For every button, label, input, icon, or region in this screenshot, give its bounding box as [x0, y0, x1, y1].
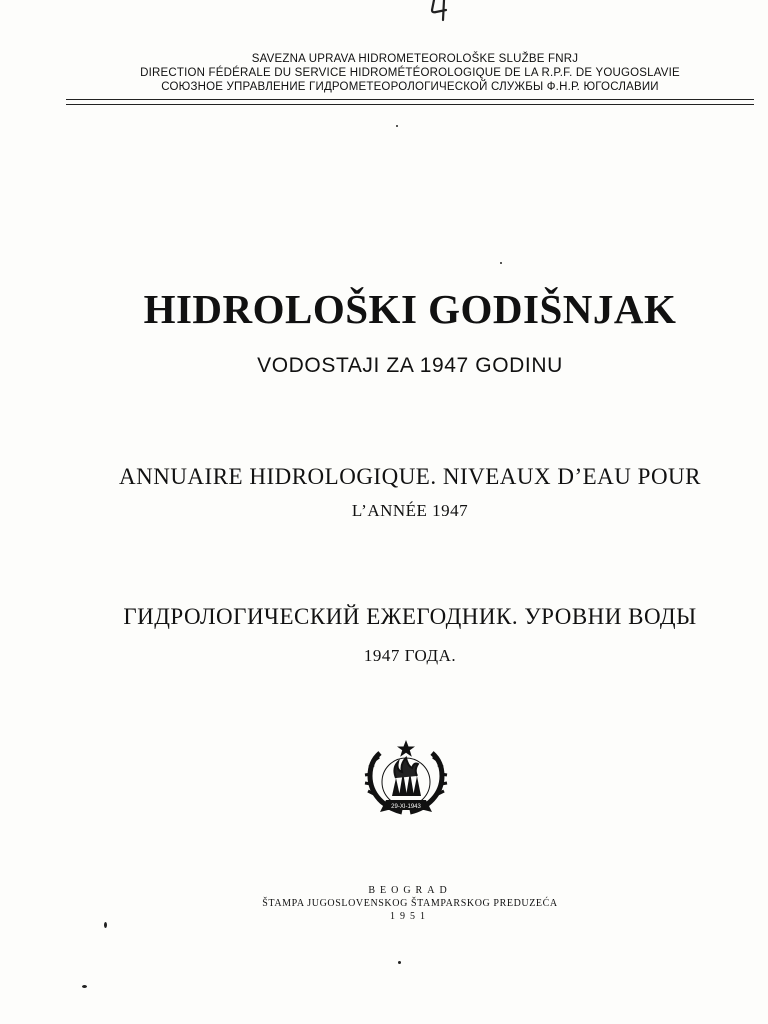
- russian-title: ГИДРОЛОГИЧЕСКИЙ ЕЖЕГОДНИК. УРОВНИ ВОДЫ: [123, 604, 697, 629]
- header-line-french: DIRECTION FÉDÉRALE DU SERVICE HIDROMÉTÉOROLOGIQUE DE LA R.P.F. DE YOUGOSLAVIE: [140, 67, 680, 79]
- header-divider-thin: [66, 104, 754, 105]
- imprint-press: ŠTAMPA JUGOSLOVENSKOG ŠTAMPARSKOG PREDUZEĆA: [262, 898, 558, 909]
- russian-title-year: 1947 ГОДА.: [363, 646, 457, 665]
- french-title: ANNUAIRE HIDROLOGIQUE. NIVEAUX D’EAU POUR: [118, 464, 702, 489]
- main-title: HIDROLOŠKI GODIŠNJAK: [143, 286, 677, 332]
- header-divider-thick: [66, 99, 754, 100]
- emblem-ribbon-date: 29-XI-1943: [391, 804, 421, 810]
- main-subtitle: VODOSTAJI ZA 1947 GODINU: [257, 354, 563, 377]
- ink-speck: [396, 125, 398, 127]
- publisher-imprint: [0, 884, 768, 923]
- imprint-city: BEOGRAD: [368, 885, 452, 896]
- header-line-serbian: SAVEZNA UPRAVA HIDROMETEOROLOŠKE SLUŽBE FNRJ: [251, 53, 579, 65]
- issuing-authority-header: [60, 52, 760, 94]
- header-line-russian: СОЮЗНОЕ УПРАВЛЕНИЕ ГИДРОМЕТЕОРОЛОГИЧЕСКОЙ СЛУЖБЫ Ф.Н.Р. ЮГОСЛАВИИ: [161, 81, 659, 93]
- imprint-year: 1951: [390, 911, 430, 922]
- yugoslav-coat-of-arms-icon: [362, 738, 450, 822]
- ink-speck: [398, 961, 401, 964]
- ink-speck: [104, 922, 107, 928]
- french-title-year: L’ANNÉE 1947: [351, 501, 469, 520]
- handwritten-page-number: [428, 0, 458, 22]
- ink-speck: [500, 262, 502, 264]
- ink-speck: [82, 985, 87, 988]
